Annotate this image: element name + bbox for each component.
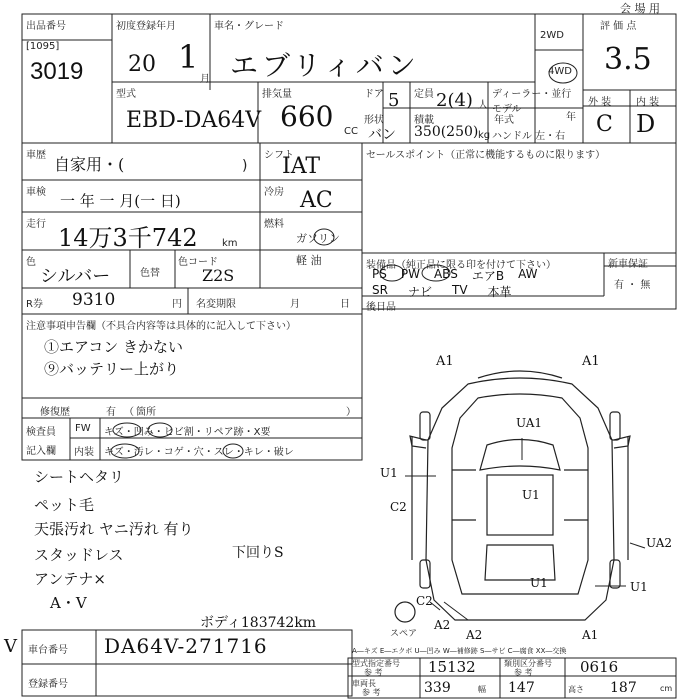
- capacity-unit: 人: [478, 100, 488, 111]
- inspector-label-2: 記入欄: [26, 446, 56, 457]
- diagram-label-c2: C2: [390, 500, 407, 514]
- registration-type-close: ): [242, 158, 248, 174]
- first-registration-month: 1: [178, 38, 199, 76]
- recycle-value: 9310: [72, 290, 116, 310]
- listing-number: 3019: [30, 58, 84, 85]
- height-label: 高さ: [568, 685, 584, 694]
- equipment-aw: AW: [518, 267, 538, 281]
- type-designation-value: 15132: [428, 658, 476, 676]
- registration-number-label: 登録番号: [28, 679, 68, 690]
- equipment-leather: 本革: [487, 285, 512, 299]
- category-label: 類別区分番号: [504, 659, 552, 668]
- equipment-ps: PS: [372, 267, 387, 281]
- equipment-navi: ナビ: [407, 285, 432, 299]
- inspector-interior-items: キズ・汚レ・コゲ・穴・スレ・キレ・破レ: [104, 447, 294, 458]
- inspection-value: 一 年 一 月(一 日): [60, 192, 181, 210]
- inspector-interior-label: 内装: [74, 447, 94, 458]
- diagram-label-ua2: UA2: [646, 536, 673, 550]
- name-change-label: 名変期限: [196, 299, 236, 310]
- mileage-value: 14万3千742: [58, 224, 198, 252]
- chassis-label: 車台番号: [28, 645, 68, 656]
- interior-grade: D: [636, 110, 656, 138]
- new-car-warranty-value: 有 ・ 無: [614, 280, 651, 291]
- post-note-label: 後日品: [366, 302, 396, 313]
- doors-label: ドア: [364, 89, 384, 100]
- inspector-label-1: 検査員: [26, 427, 56, 438]
- length-label: 車両長: [352, 679, 376, 688]
- capacity-value: 2(4): [436, 90, 473, 111]
- repair-place-label: 箇所: [136, 407, 156, 418]
- model-label: 型式: [116, 89, 136, 100]
- load-value: 350(250): [414, 124, 479, 140]
- registration-type-label: 車歴: [26, 150, 46, 161]
- fuel-gasoline: ガソリン: [296, 232, 340, 245]
- length-sub: 参 考: [362, 688, 381, 697]
- doors-value: 5: [388, 90, 400, 111]
- diagram-label-u1-roof: U1: [522, 488, 540, 502]
- type-designation-sub: 参 考: [364, 668, 383, 677]
- rating-score: 3.5: [604, 42, 652, 77]
- diagram-label-u1-rear-side: U1: [630, 580, 648, 594]
- color-value: シルバー: [40, 266, 111, 287]
- category-sub: 参 考: [514, 668, 533, 677]
- equipment-row-1: [372, 267, 537, 284]
- dimension-unit: cm: [660, 684, 673, 693]
- diagram-label-a1-front-left: A1: [436, 354, 454, 369]
- equipment-sr: SR: [372, 283, 388, 297]
- body-note: ボディ183742km: [200, 615, 317, 631]
- model-year-sub: 年式: [494, 115, 514, 126]
- inspector-fw-label: FW: [75, 423, 91, 434]
- handwritten-note-2: ペット毛: [34, 496, 95, 514]
- handwritten-note-1: シートヘタリ: [34, 468, 125, 486]
- car-diagram-outline: [395, 371, 630, 622]
- width-label: 幅: [478, 685, 486, 694]
- diagram-label-u1-left: U1: [380, 466, 398, 480]
- diagram-label-a2-left: A2: [434, 618, 451, 632]
- first-registration-year: 20: [128, 52, 156, 77]
- damage-legend: A―キズ E―エクボ U―凹み W―補修跡 S―サビ C―腐食 XX―交換: [352, 647, 567, 655]
- chassis-value: DA64V-271716: [104, 634, 268, 658]
- dealer-label: ディーラー・並行: [492, 89, 572, 100]
- fuel-diesel: 軽 油: [296, 254, 322, 267]
- repair-close: ）: [346, 407, 356, 418]
- recycle-label: R券: [26, 299, 43, 310]
- equipment-airbag: エアB: [471, 269, 505, 283]
- name-change-day: 日: [340, 299, 350, 310]
- equipment-tv: TV: [451, 283, 468, 297]
- type-designation-label: 型式指定番号: [352, 659, 400, 668]
- repair-label: 修復歴: [40, 407, 70, 418]
- mileage-label: 走行: [26, 219, 46, 230]
- width-value: 147: [508, 680, 535, 696]
- aircon-value: AC: [300, 188, 333, 213]
- listing-label: 出品番号: [26, 21, 66, 32]
- recycle-unit: 円: [172, 299, 182, 310]
- shape-value: バン: [368, 127, 396, 143]
- drive-2wd: 2WD: [540, 30, 564, 41]
- sales-point-label: セールスポイント（正常に機能するものに限ります）: [366, 150, 606, 161]
- capacity-label: 定員: [414, 89, 434, 100]
- drive-4wd: 4WD: [548, 66, 572, 77]
- handle-label: ハンドル 左・右: [492, 131, 566, 142]
- fuel-label: 燃料: [264, 219, 284, 230]
- load-label: 積載: [414, 115, 434, 126]
- vehicle-name-label: 車名・グレード: [214, 21, 284, 32]
- mileage-unit: km: [222, 238, 238, 249]
- color-code: Z2S: [202, 266, 235, 285]
- shift-value: IAT: [282, 154, 321, 179]
- venue-label: 会 場 用: [620, 2, 660, 15]
- diagram-label-a2-mid: A2: [466, 628, 483, 642]
- color-change-label: 色替: [140, 268, 160, 279]
- inspector-fw-items: キズ・凹み・ヒビ割・リペア跡・X要: [104, 427, 271, 438]
- handwritten-note-3: 天張汚れ ヤニ汚れ 有り: [34, 520, 194, 538]
- interior-label: 内 装: [636, 97, 660, 108]
- diagram-label-a1-front-right: A1: [582, 354, 600, 369]
- rating-label: 評 価 点: [600, 21, 637, 32]
- equipment-label: 装備品（純正品に限る印を付けて下さい）: [366, 260, 556, 271]
- handwritten-note-6: A・V: [50, 594, 87, 612]
- listing-sub: [1095]: [26, 41, 60, 52]
- new-car-warranty-label: 新車保証: [608, 259, 648, 270]
- name-change-month: 月: [290, 299, 300, 310]
- displacement-value: 660: [280, 100, 334, 133]
- year-unit: 年: [566, 112, 576, 123]
- handwritten-note-5: アンテナ×: [34, 570, 106, 588]
- length-value: 339: [424, 680, 451, 696]
- diagram-label-ua1: UA1: [516, 416, 543, 430]
- exterior-label: 外 装: [588, 97, 612, 108]
- handwritten-note-4: スタッドレス: [34, 546, 124, 564]
- repair-open: （: [124, 407, 134, 418]
- registration-type-value: 自家用・(: [54, 155, 125, 174]
- inspection-label: 車検: [26, 187, 46, 198]
- model-year-label: モデル: [492, 104, 522, 115]
- displacement-label: 排気量: [262, 89, 292, 100]
- shift-label: シフト: [264, 150, 294, 161]
- diagram-label-a1-rear: A1: [582, 628, 599, 642]
- diagram-label-spare: スペア: [390, 629, 418, 639]
- diagram-label-u1-rear: U1: [530, 576, 548, 590]
- diagram-label-c2-rear: C2: [416, 594, 433, 608]
- load-unit: kg: [478, 130, 491, 141]
- color-label: 色: [26, 257, 36, 268]
- first-registration-month-unit: 月: [200, 74, 210, 85]
- equipment-pw: PW: [400, 267, 420, 281]
- first-registration-label: 初度登録年月: [116, 21, 176, 32]
- model-value: EBD-DA64V: [126, 108, 262, 133]
- notes-line-2: ⑨バッテリー上がり: [44, 360, 180, 378]
- exterior-grade: C: [596, 112, 613, 137]
- notes-line-1: ①エアコン きかない: [44, 338, 184, 356]
- undercarriage-note: 下回りS: [232, 545, 284, 561]
- equipment-abs: ABS: [433, 267, 458, 281]
- displacement-unit: CC: [344, 126, 358, 137]
- height-value: 187: [610, 680, 637, 696]
- category-value: 0616: [580, 658, 619, 676]
- margin-check-mark: V: [4, 636, 17, 657]
- vehicle-name: エブリィバン: [230, 49, 420, 82]
- shape-label: 形状: [364, 115, 384, 126]
- repair-has: 有: [106, 407, 116, 418]
- aircon-label: 冷房: [264, 187, 284, 198]
- notes-label: 注意事項申告欄（不具合内容等は具体的に記入して下さい）: [26, 321, 296, 332]
- color-code-label: 色コード: [178, 257, 218, 268]
